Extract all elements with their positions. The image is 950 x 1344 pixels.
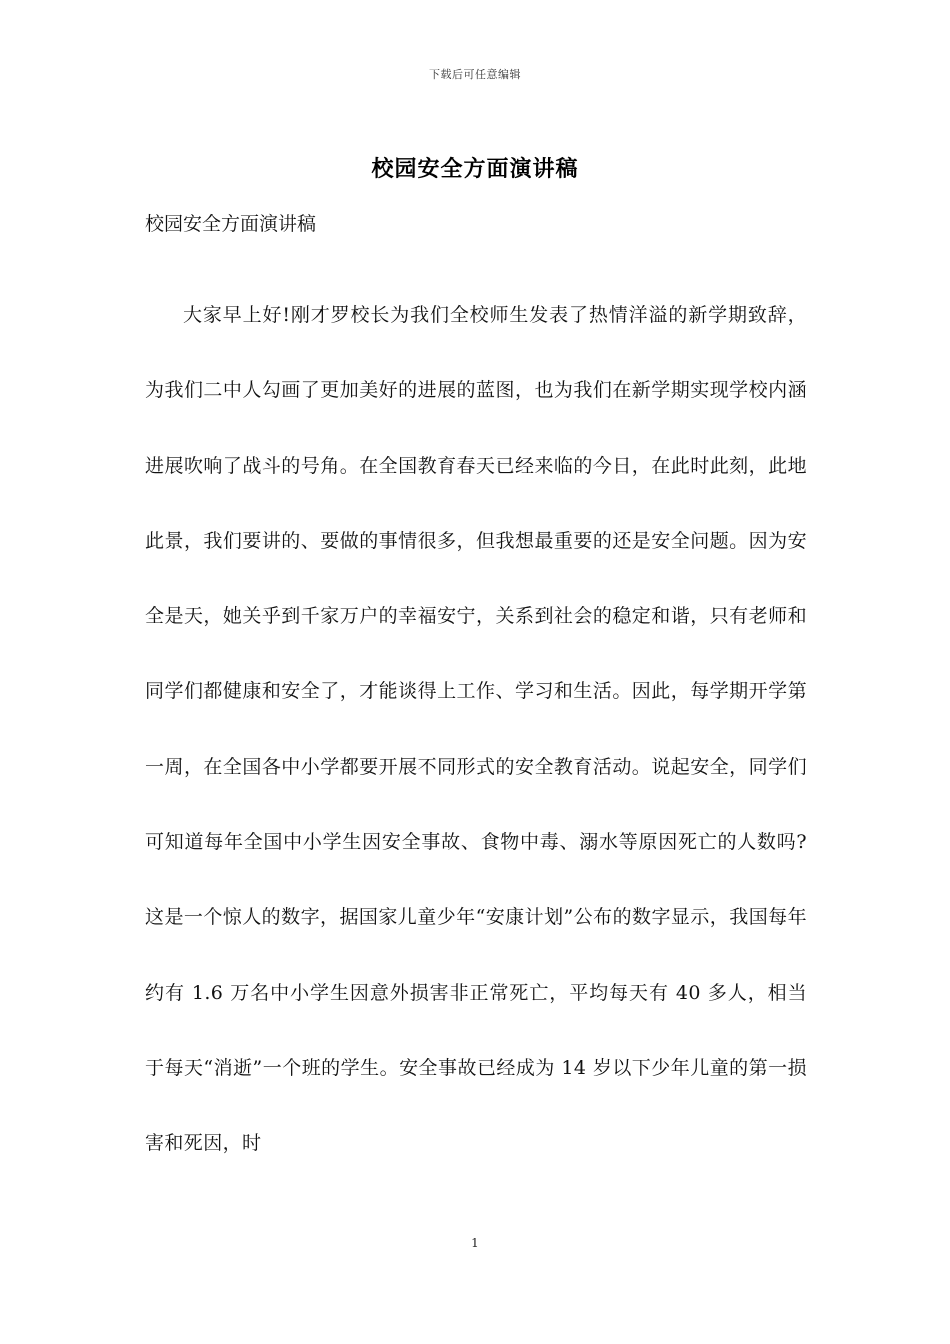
body-paragraph: 大家早上好!刚才罗校长为我们全校师生发表了热情洋溢的新学期致辞，为我们二中人勾画了更加美好的进展的蓝图，也为我们在新学期实现学校内涵进展吹响了战斗的号角。在全国教育春天已经来临的今日，在此时此刻，此地此景，我们要讲的、要做的事情很多，但我想最重要的还是安全问题。因为安全是天，她关乎到千家万户的幸福安宁，关系到社会的稳定和谐，只有老师和同学们都健康和安全了，才能谈得上工作、学习和生活。因此，每学期开学第一周，在全国各中小学都要开展不同形式的安全教育活动。说起安全，同学们可知道每年全国中小学生因安全事故、食物中毒、溺水等原因死亡的人数吗?这是一个惊人的数字，据国家儿童少年“安康计划”公布的数字显示，我国每年约有 1.6 万名中小学生因意外损害非正常死亡，平均每天有 40 多人，相当于每天“消逝”一个班的学生。安全事故已经成为 14 岁以下少年儿童的第一损害和死因，时 (145, 304, 807, 1155)
document-title: 校园安全方面演讲稿 (371, 156, 579, 182)
page-number: 1 (471, 1236, 479, 1250)
header-note: 下载后可任意编辑 (429, 68, 521, 81)
document-subtitle: 校园安全方面演讲稿 (145, 213, 317, 235)
